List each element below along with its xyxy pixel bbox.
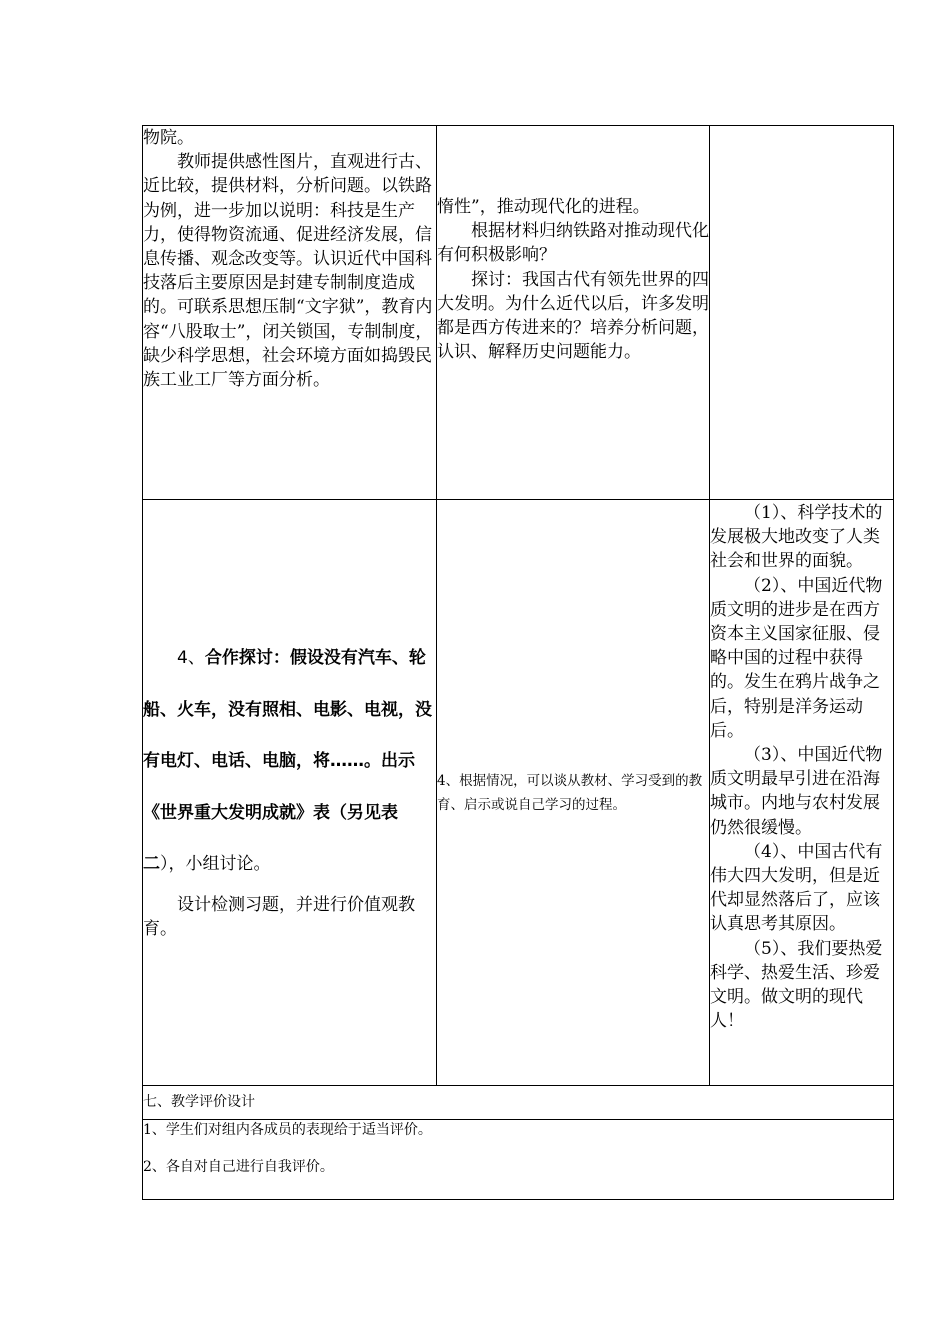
evaluation-item: 2、各自对自己进行自我评价。: [143, 1159, 334, 1175]
paragraph: 探讨：我国古代有领先世界的四大发明。为什么近代以后，许多发明都是西方传进来的？培养分析问题，认识、解释历史问题能力。: [437, 269, 709, 363]
teacher-activity-cell: [143, 500, 437, 1085]
bold-text: 合作探讨：假设没有汽车、轮船、火车，没有照相、电影、电视，没有电灯、电话、电脑，将……。出示《世界重大发明成就》表（: [143, 648, 432, 823]
summary-point: （3）、中国近代物质文明最早引进在沿海城市。内地与农村发展仍然很缓慢。: [710, 745, 883, 838]
paragraph: 设计检测习题，并进行价值观教育。: [143, 894, 415, 939]
bold-text: 另见表二: [143, 802, 398, 874]
paragraph: 惰性”，推动现代化的进程。: [437, 197, 650, 217]
item-number: 4、: [177, 648, 205, 668]
student-activity-cell: [437, 126, 710, 499]
plain-text: ），小组讨论。: [160, 854, 271, 874]
paragraph: 教师提供感性图片，直观进行古、近比较，提供材料，分析问题。以铁路为例，进一步加以说明：科技是生产力，使得物资流通、促进经济发展，信息传播、观念改变等。认识近代中国科技落后主要原因是封建专制制度造成的。可联系思想压制“文字狱”，教育内容“八股取士”，闭关锁国，专制制度，缺少科学思想，社会环境方面如捣毁民族工业工厂等方面分析。: [143, 152, 433, 391]
paragraph: 物院。: [143, 128, 194, 148]
table-row: [143, 126, 893, 500]
teacher-activity-cell: [143, 126, 437, 499]
summary-cell: [710, 126, 893, 499]
evaluation-cell: [143, 1120, 893, 1199]
summary-point: （1）、科学技术的发展极大地改变了人类社会和世界的面貌。: [710, 503, 883, 572]
section-heading-cell: [143, 1086, 893, 1119]
table-row: [143, 500, 893, 1086]
summary-point: （4）、中国古代有伟大四大发明，但是近代却显然落后了，应该认真思考其原因。: [710, 841, 883, 935]
summary-cell: [710, 500, 893, 1085]
student-activity-cell: [437, 500, 710, 1085]
cooperative-discussion-paragraph: [143, 633, 436, 891]
summary-point: （2）、中国近代物质文明的进步是在西方资本主义国家征服、侵略中国的过程中获得的。发生在鸦片战争之后，特别是洋务运动后。: [710, 575, 883, 741]
table-row: [143, 1120, 893, 1199]
section-title: 七、教学评价设计: [143, 1094, 255, 1110]
lesson-plan-table: [142, 125, 894, 1200]
evaluation-item: 1、学生们对组内各成员的表现给于适当评价。: [143, 1122, 432, 1138]
paragraph: 4、根据情况，可以谈从教材、学习受到的教育、启示或说自己学习的过程。: [437, 772, 703, 813]
table-row: [143, 1086, 893, 1120]
paragraph: 根据材料归纳铁路对推动现代化有何积极影响？: [437, 221, 709, 266]
summary-point: （5）、我们要热爱科学、热爱生活、珍爱文明。做文明的现代人！: [710, 938, 883, 1032]
